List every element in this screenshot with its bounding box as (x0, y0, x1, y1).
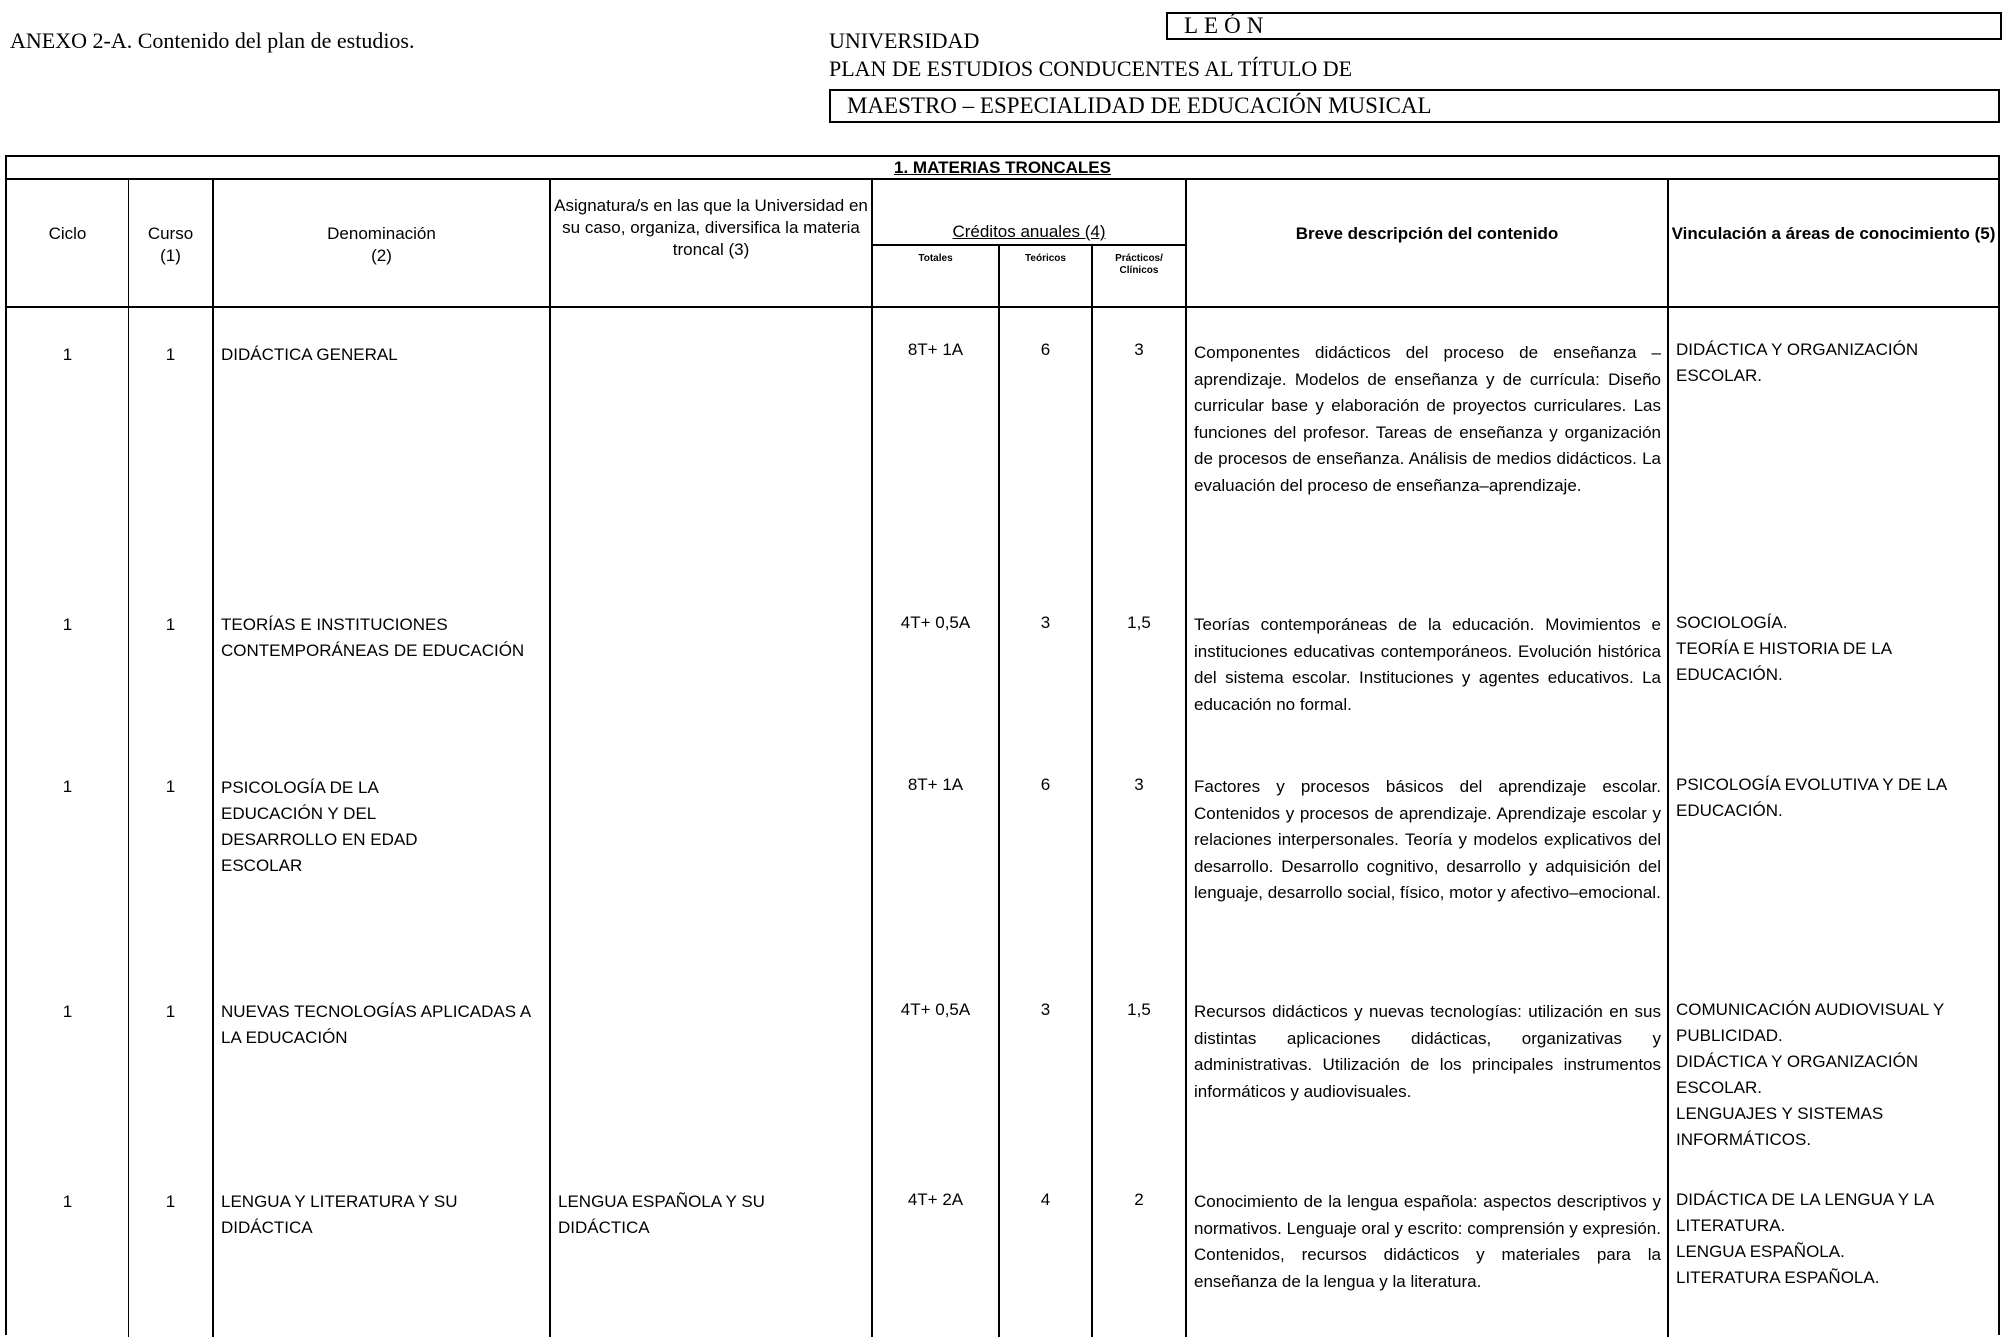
row-5-denominacion: LENGUA Y LITERATURA Y SU DIDÁCTICA (221, 1192, 458, 1237)
section-title: 1. MATERIAS TRONCALES (894, 158, 1111, 177)
col-header-descripcion: Breve descripción del contenido (1295, 224, 1559, 243)
row-1-practicos: 3 (1134, 340, 1144, 359)
row-1-ciclo: 1 (62, 345, 73, 364)
subjects-table (5, 155, 2000, 1335)
row-3-denominacion: PSICOLOGÍA DE LA EDUCACIÓN Y DEL DESARROLLO EN EDAD ESCOLAR (221, 778, 418, 875)
row-4-descripcion: Recursos didácticos y nuevas tecnologías: utilización en sus distintas aplicaciones didácticas, organizativas y administrativas. Utilización de los principales instrumentos informáticos y audiovisuales. (1194, 1002, 1661, 1101)
col-header-asignaturas: Asignatura/s en las que la Universidad en su caso, organiza, diversifica la materia troncal (3) (554, 196, 868, 259)
row-4-denominacion: NUEVAS TECNOLOGÍAS APLICADAS A LA EDUCACIÓN (221, 1002, 531, 1047)
row-5-practicos: 2 (1134, 1190, 1144, 1209)
row-1-totales: 8T+ 1A (907, 340, 964, 359)
col-header-creditos: Créditos anuales (4) (952, 222, 1106, 241)
row-4-teoricos: 3 (1040, 1000, 1051, 1019)
row-2-curso: 1 (165, 615, 176, 634)
row-5-curso: 1 (165, 1192, 176, 1211)
col-header-teoricos: Teóricos (1025, 253, 1066, 264)
header-bottom-rule (7, 306, 1998, 308)
row-5-vinculacion: DIDÁCTICA DE LA LENGUA Y LA LITERATURA. LENGUA ESPAÑOLA. LITERATURA ESPAÑOLA. (1676, 1190, 1934, 1287)
row-4-vinculacion: COMUNICACIÓN AUDIOVISUAL Y PUBLICIDAD. DIDÁCTICA Y ORGANIZACIÓN ESCOLAR. LENGUAJES Y SISTEMAS INFORMÁTICOS. (1676, 1000, 1944, 1149)
annex-title: ANEXO 2-A. Contenido del plan de estudios. (10, 28, 415, 53)
row-3-vinculacion: PSICOLOGÍA EVOLUTIVA Y DE LA EDUCACIÓN. (1676, 775, 1947, 820)
col-header-denominacion-label: Denominación (327, 224, 436, 243)
row-3-teoricos: 6 (1040, 775, 1051, 794)
row-4-ciclo: 1 (62, 1002, 73, 1021)
col-divider-creditos (1185, 178, 1187, 1337)
row-2-teoricos: 3 (1040, 613, 1051, 632)
row-2-totales: 4T+ 0,5A (900, 613, 971, 632)
col-divider-descripcion (1667, 178, 1669, 1337)
row-3-practicos: 3 (1134, 775, 1144, 794)
col-header-totales: Totales (918, 253, 953, 264)
col-header-denominacion-note: (2) (371, 246, 392, 265)
col-header-ciclo: Ciclo (48, 224, 87, 243)
row-5-ciclo: 1 (62, 1192, 73, 1211)
row-4-totales: 4T+ 0,5A (900, 1000, 971, 1019)
col-divider-curso (212, 178, 214, 1337)
row-1-curso: 1 (165, 345, 176, 364)
row-2-denominacion: TEORÍAS E INSTITUCIONES CONTEMPORÁNEAS DE EDUCACIÓN (221, 615, 525, 660)
degree-box: MAESTRO – ESPECIALIDAD DE EDUCACIÓN MUSICAL (829, 89, 2000, 123)
row-1-teoricos: 6 (1040, 340, 1051, 359)
credits-subheader-rule (872, 244, 1185, 246)
row-4-curso: 1 (165, 1002, 176, 1021)
row-4-practicos: 1,5 (1127, 1000, 1151, 1019)
col-header-practicos: Prácticos/ Clínicos (1115, 253, 1163, 276)
university-label: UNIVERSIDAD (829, 28, 980, 53)
row-3-curso: 1 (165, 777, 176, 796)
col-header-vinculacion: Vinculación a áreas de conocimiento (5) (1671, 224, 1996, 243)
row-2-descripcion: Teorías contemporáneas de la educación. Movimientos e instituciones educativas contemporáneos. Evolución histórica del sistema escolar. Instituciones y agentes educativos. La educación no formal. (1194, 615, 1661, 714)
plan-title: PLAN DE ESTUDIOS CONDUCENTES AL TÍTULO DE (829, 56, 1353, 81)
row-5-teoricos: 4 (1040, 1190, 1051, 1209)
row-5-asignatura: LENGUA ESPAÑOLA Y SU DIDÁCTICA (558, 1192, 765, 1237)
row-5-descripcion: Conocimiento de la lengua española: aspectos descriptivos y normativos. Lenguaje oral y escrito: comprensión y expresión. Contenidos, recursos didácticos y materiales para la enseñanza de la lengua y la literatura. (1194, 1192, 1661, 1291)
row-1-descripcion: Componentes didácticos del proceso de enseñanza – aprendizaje. Modelos de enseñanza y de currícula: Diseño curricular base y elaboración de proyectos curriculares. Las funciones del profesor. Tareas de enseñanza y organización de procesos de enseñanza. Análisis de medios didácticos. La evaluación del proceso de enseñanza–aprendizaje. (1194, 343, 1661, 495)
row-2-ciclo: 1 (62, 615, 73, 634)
col-header-curso-label: Curso (147, 224, 194, 243)
row-1-vinculacion: DIDÁCTICA Y ORGANIZACIÓN ESCOLAR. (1676, 340, 1919, 385)
row-3-totales: 8T+ 1A (907, 775, 964, 794)
row-3-descripcion: Factores y procesos básicos del aprendizaje escolar. Contenidos y procesos de aprendizaje. Aprendizaje escolar y relaciones interpersonales. Teoría y modelos explicativos del desarrollo. Desarrollo cognitivo, desarrollo y adquisición del lenguaje, desarrollo social, físico, motor y afectivo–emocional. (1194, 777, 1661, 903)
col-divider-denominacion (549, 178, 551, 1337)
row-3-ciclo: 1 (62, 777, 73, 796)
row-5-totales: 4T+ 2A (907, 1190, 964, 1209)
col-header-curso-note: (1) (160, 246, 181, 265)
row-2-practicos: 1,5 (1127, 613, 1151, 632)
col-header-curso (129, 223, 212, 267)
university-name-box: LEÓN (1166, 12, 2002, 40)
row-1-denominacion: DIDÁCTICA GENERAL (221, 345, 398, 364)
row-2-vinculacion: SOCIOLOGÍA. TEORÍA E HISTORIA DE LA EDUCACIÓN. (1676, 613, 1892, 684)
col-header-denominacion (214, 223, 549, 267)
